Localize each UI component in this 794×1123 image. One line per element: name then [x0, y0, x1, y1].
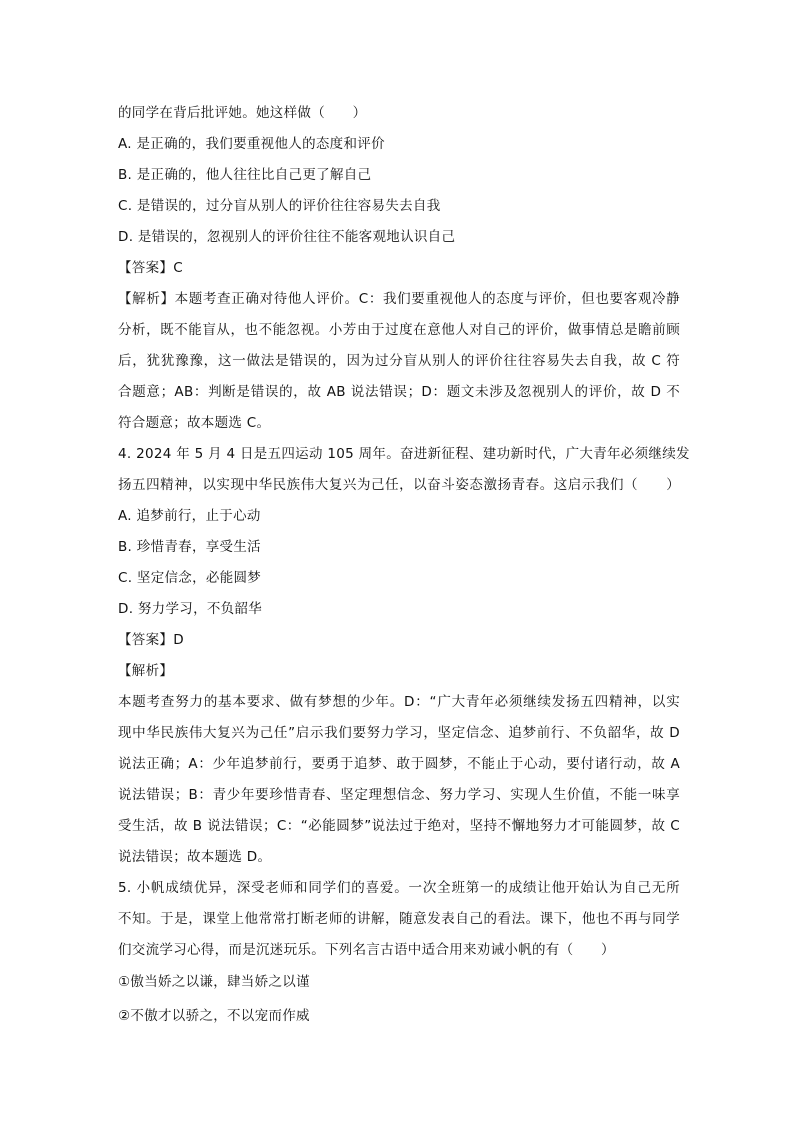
question-3-analysis-line: 后，犹犹豫豫，这一做法是错误的，因为过分盲从别人的评价往往容易失去自我，故 C 符	[118, 353, 680, 369]
question-4-analysis-line: 说法错误；故本题选 D。	[118, 849, 272, 865]
question-3-analysis-line: 【解析】本题考查正确对待他人评价。C：我们要重视他人的态度与评价，但也要客观冷静	[118, 291, 680, 307]
question-5-quote-1: ①傲当娇之以谦，肆当娇之以谨	[118, 974, 310, 990]
question-4-option-a: A. 追梦前行，止于心动	[118, 508, 261, 524]
question-3-analysis-line: 分析，既不能盲从，也不能忽视。小芳由于过度在意他人对自己的评价，做事情总是瞻前顾	[118, 322, 680, 338]
question-5-stem: 们交流学习心得，而是沉迷玩乐。下列名言古语中适合用来劝诫小帆的有（ ）	[118, 942, 615, 958]
question-4-analysis-line: 受生活，故 B 说法错误；C：“必能圆梦”说法过于绝对，坚持不懈地努力才可能圆梦，故 C	[118, 818, 680, 834]
question-5-stem: 不知。于是，课堂上他常常打断老师的讲解，随意发表自己的看法。课下，他也不再与同学	[118, 911, 680, 927]
question-4-option-c: C. 坚定信念，必能圆梦	[118, 570, 262, 586]
question-4-answer: 【答案】D	[118, 632, 184, 648]
question-5-stem: 5. 小帆成绩优异，深受老师和同学们的喜爱。一次全班第一的成绩让他开始认为自己无所	[118, 880, 680, 896]
question-3-analysis-line: 合题意；AB：判断是错误的，故 AB 说法错误；D：题文未涉及忽视别人的评价，故 D 不	[118, 384, 680, 400]
question-3-option-d: D. 是错误的，忽视别人的评价往往不能客观地认识自己	[118, 229, 456, 245]
question-4-analysis-heading: 【解析】	[118, 663, 174, 679]
question-3-analysis-line: 符合题意；故本题选 C。	[118, 415, 271, 431]
question-4-option-d: D. 努力学习，不负韶华	[118, 601, 263, 617]
question-3-option-a: A. 是正确的，我们要重视他人的态度和评价	[118, 136, 385, 152]
question-3-stem-end: 的同学在背后批评她。她这样做（ ）	[118, 105, 367, 121]
question-4-option-b: B. 珍惜青春，享受生活	[118, 539, 261, 555]
question-3-option-b: B. 是正确的，他人往往比自己更了解自己	[118, 167, 372, 183]
question-4-analysis-line: 说法错误；B：青少年要珍惜青春、坚定理想信念、努力学习、实现人生价值，不能一味享	[118, 787, 680, 803]
question-4-analysis-line: 现中华民族伟大复兴为己任”启示我们要努力学习，坚定信念、追梦前行、不负韶华，故 D	[118, 725, 680, 741]
question-4-stem: 扬五四精神，以实现中华民族伟大复兴为己任，以奋斗姿态激扬青春。这启示我们（ ）	[118, 477, 680, 493]
question-4-analysis-line: 说法正确；A：少年追梦前行，要勇于追梦、敢于圆梦，不能止于心动，要付诸行动，故 A	[118, 756, 680, 772]
question-3-option-c: C. 是错误的，过分盲从别人的评价往往容易失去自我	[118, 198, 441, 214]
question-3-answer: 【答案】C	[118, 260, 183, 276]
question-4-analysis-line: 本题考查努力的基本要求、做有梦想的少年。D：“广大青年必须继续发扬五四精神，以实	[118, 694, 680, 710]
question-4-stem: 4. 2024 年 5 月 4 日是五四运动 105 周年。奋进新征程、建功新时代，广大青年必须继续发	[118, 446, 690, 462]
question-5-quote-2: ②不傲才以骄之，不以宠而作威	[118, 1008, 310, 1024]
